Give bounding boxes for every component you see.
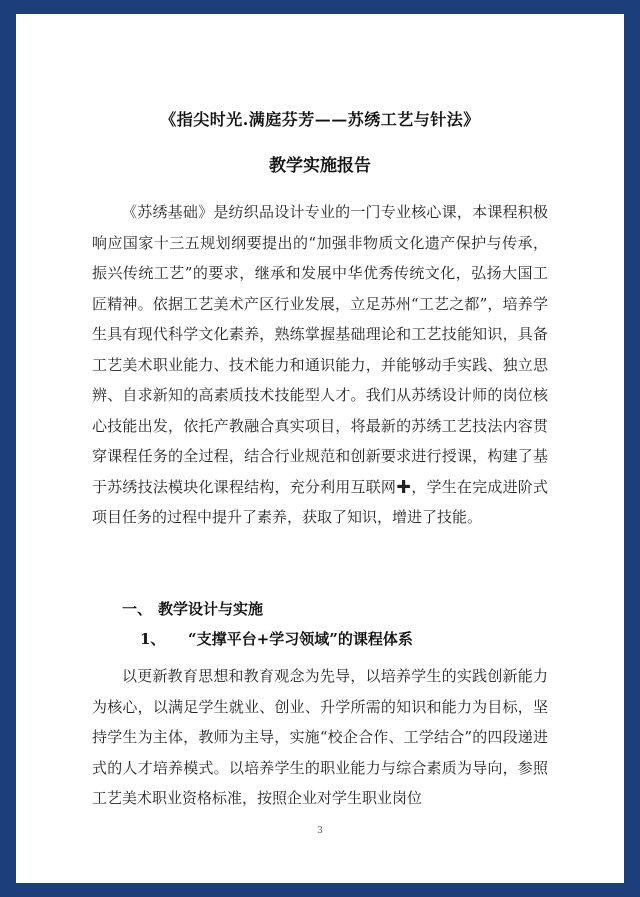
section-number: 一、 [122, 600, 153, 618]
document-title: 《指尖时光.满庭芬芳——苏绣工艺与针法》 [160, 110, 480, 129]
intro-paragraph: 《苏绣基础》是纺织品设计专业的一门专业核心课，本课程积极响应国家十三五规划纲要提出的“加强非物质文化遗产保护与传承，振兴传统工艺”的要求，继承和发展中华优秀传统文化，弘扬大国工匠精神。依据工艺美术产区行业发展，立足苏州“工艺之都”，培养学生具有现代科学文化素养，熟练掌握基础理论和工艺技能知识，具备工艺美术职业能力、技术能力和通识能力，并能够动手实践、独立思辨、自求新知的高素质技术技能型人才。我们从苏绣设计师的岗位核心技能出发，依托产教融合真实项目，将最新的苏绣工艺技法内容贯穿课程任务的全过程，结合行业规范和创新要求进行授课，构建了基于苏绣技法模块化课程结构，充分利用互联网✚，学生在完成进阶式项目任务的过程中提升了素养，获取了知识，增进了技能。 [92, 203, 548, 526]
page-number: 3 [317, 826, 323, 836]
document-subtitle: 教学实施报告 [269, 156, 371, 176]
subsection-number: 1、 [140, 630, 166, 648]
section-title: 教学设计与实施 [158, 600, 264, 618]
body-paragraph: 以更新教育思想和教育观念为先导，以培养学生的实践创新能力为核心，以满足学生就业、创业、升学所需的知识和能力为目标，坚持学生为主体，教师为主导，实施“校企合作、工学结合”的四段递进式的人才培养模式。以培养学生的职业能力与综合素质为导向，参照工艺美术职业资格标准，按照企业对学生职业岗位 [92, 667, 548, 807]
subsection-title: “支撑平台+学习领域”的课程体系 [188, 630, 413, 648]
section-heading-1 [122, 598, 263, 619]
subsection-heading-1 [140, 628, 413, 649]
document-page [16, 14, 624, 883]
